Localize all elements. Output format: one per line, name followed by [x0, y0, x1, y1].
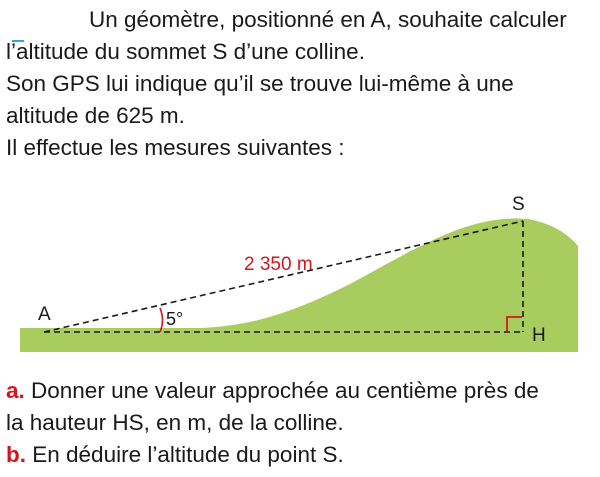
intro-line-2: l’altitude du sommet S d’une colline.	[6, 39, 365, 64]
intro-line-5: Il effectue les mesures suivantes :	[6, 135, 345, 160]
angle-label: 5°	[166, 309, 184, 329]
problem-statement	[6, 4, 596, 164]
distance-label: 2 350 m	[244, 254, 313, 275]
question-a-line-1	[6, 375, 596, 407]
intro-line-4: altitude de 625 m.	[6, 103, 185, 128]
intro-line-3: Son GPS lui indique qu’il se trouve lui-même à une	[6, 71, 514, 96]
questions	[6, 375, 596, 471]
label-a: A	[38, 304, 51, 325]
label-s: S	[512, 194, 525, 215]
question-a-text-1: Donner une valeur approchée au centième près de	[24, 378, 539, 403]
question-b-text: En déduire l’altitude du point S.	[26, 442, 344, 467]
question-b-line	[6, 439, 596, 471]
question-a-label: a.	[6, 378, 25, 403]
hill-figure	[0, 186, 600, 356]
label-h: H	[532, 325, 546, 346]
question-a-line-2: la hauteur HS, en m, de la colline.	[6, 410, 344, 435]
intro-line-1: Un géomètre, positionné en A, souhaite calculer	[89, 7, 567, 32]
question-b-label: b.	[6, 442, 26, 467]
